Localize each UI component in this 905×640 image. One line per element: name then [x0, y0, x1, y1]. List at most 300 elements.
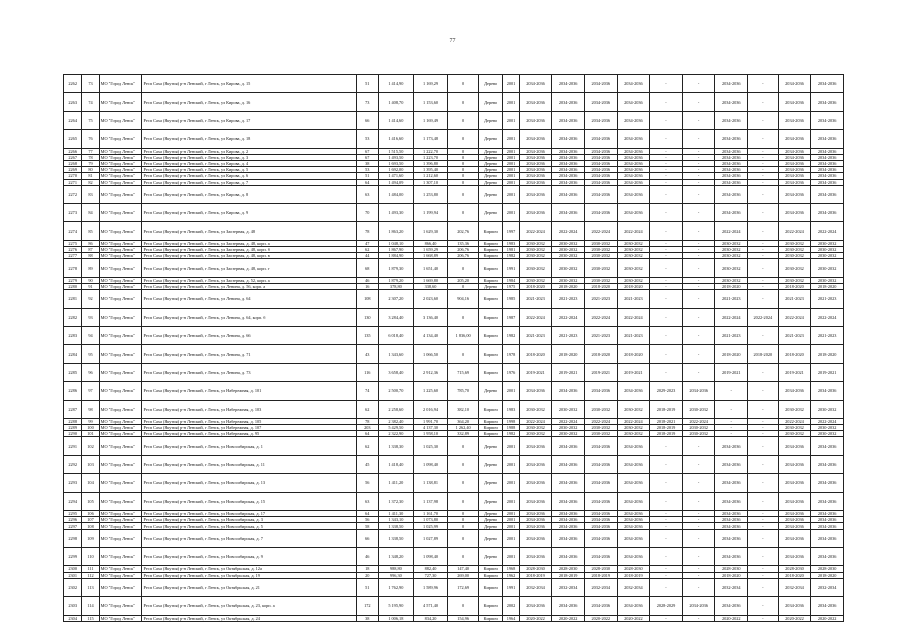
cell-period-water: 2034-2036 [682, 382, 715, 400]
cell-period-sewer: 2030-2032 [715, 277, 748, 283]
cell-apartments: 135 [356, 326, 378, 344]
cell-period-heating: 2034-2036 [617, 111, 650, 129]
cell-build-year: 1964 [503, 615, 519, 621]
cell-period-gas: 2034-2036 [778, 517, 811, 523]
cell-period-basement: 2032-2034 [811, 578, 844, 596]
cell-period-sewer: 2034-2036 [715, 597, 748, 615]
cell-build-year: 2001 [503, 185, 519, 203]
cell-period-facade: 2018-2020 [552, 345, 585, 363]
cell-address: Респ Саха (Якутия) р-н Ленский, г Ленск, ул Кирова, д. 16 [142, 93, 356, 111]
cell-build-year: 1991 [503, 578, 519, 596]
cell-period-water: - [682, 240, 715, 246]
cell-non-residential-area: 0 [448, 548, 479, 566]
cell-period-facade: 2021-2023 [552, 326, 585, 344]
table-row [64, 529, 844, 547]
cell-period-foundation: 2034-2036 [584, 437, 617, 455]
cell-address: Респ Саха (Якутия) р-н Ленский, г Ленск, ул Ленина, д. 64 [142, 290, 356, 308]
cell-period-sewer: 2018-2020 [715, 345, 748, 363]
cell-item-number: 113 [82, 578, 99, 596]
cell-period-sewer: 2032-2034 [715, 578, 748, 596]
cell-municipality: МО "Город Ленск" [99, 431, 142, 437]
cell-wall-material: Кирпич [478, 308, 502, 326]
cell-build-year: 2001 [503, 167, 519, 173]
cell-period-foundation: 2034-2036 [584, 130, 617, 148]
cell-period-facade: 2030-2032 [552, 425, 585, 431]
cell-period-heating: 2030-2032 [617, 247, 650, 253]
cell-period-roof: 2032-2034 [519, 578, 552, 596]
cell-row-number: 2277 [64, 253, 82, 259]
cell-build-year: 1982 [503, 431, 519, 437]
cell-build-year: 2001 [503, 173, 519, 179]
cell-address: Респ Саха (Якутия) р-н Ленский, г Ленск, ул Ленина, д. 64, корп. б [142, 308, 356, 326]
cell-non-residential-area: 1 836,00 [448, 326, 479, 344]
cell-period-basement: 2034-2036 [811, 111, 844, 129]
cell-total-area: 1 411,30 [379, 511, 414, 517]
cell-period-heating: 2021-2023 [617, 326, 650, 344]
cell-apartments: 20 [356, 572, 378, 578]
table-row [64, 437, 844, 455]
cell-period-heating: 2030-2032 [617, 277, 650, 283]
cell-period-facade: 2030-2032 [552, 400, 585, 418]
cell-period-water: - [682, 148, 715, 154]
cell-living-area: 1 629,30 [413, 222, 448, 240]
cell-period-gas: 2034-2036 [778, 548, 811, 566]
cell-period-electric: - [748, 431, 779, 437]
cell-period-gas: 2034-2036 [778, 492, 811, 510]
cell-period-water: 2030-2032 [682, 400, 715, 418]
cell-living-area: 1 169,29 [413, 75, 448, 93]
cell-period-water: - [682, 290, 715, 308]
cell-wall-material: Дерево [478, 185, 502, 203]
cell-address: Респ Саха (Якутия) р-н Ленский, г Ленск, ул Октябрьская, д. 19 [142, 572, 356, 578]
cell-apartments: 62 [356, 437, 378, 455]
cell-period-electric: - [748, 240, 779, 246]
cell-period-electric: - [748, 167, 779, 173]
cell-apartments: 51 [356, 75, 378, 93]
cell-period-basement: 2018-2020 [811, 345, 844, 363]
cell-period-electric: - [748, 529, 779, 547]
cell-address: Респ Саха (Якутия) р-н Ленский, г Ленск, ул Новосибирская, д. 3 [142, 517, 356, 523]
cell-municipality: МО "Город Ленск" [99, 290, 142, 308]
cell-period-facade: 2019-2021 [552, 363, 585, 381]
cell-period-basement: 2034-2036 [811, 179, 844, 185]
cell-period-facade: 2022-2024 [552, 418, 585, 424]
cell-row-number: 2262 [64, 75, 82, 93]
cell-period-gas: 2034-2036 [778, 179, 811, 185]
cell-item-number: 97 [82, 382, 99, 400]
cell-total-area: 5 195,90 [379, 597, 414, 615]
cell-municipality: МО "Город Ленск" [99, 75, 142, 93]
cell-municipality: МО "Город Ленск" [99, 160, 142, 166]
cell-non-residential-area: 202,76 [448, 222, 479, 240]
cell-period-heating: 2018-2020 [617, 284, 650, 290]
cell-period-water: - [682, 326, 715, 344]
cell-period-gas: 2034-2036 [778, 185, 811, 203]
cell-period-water: - [682, 204, 715, 222]
cell-living-area: 338,60 [413, 284, 448, 290]
cell-period-basement: 2034-2036 [811, 511, 844, 517]
cell-non-residential-area: 0 [448, 474, 479, 492]
table-row [64, 75, 844, 93]
table-row [64, 474, 844, 492]
cell-non-residential-area: 0 [448, 179, 479, 185]
cell-living-area: 1 027,89 [413, 529, 448, 547]
cell-non-residential-area: 785,70 [448, 382, 479, 400]
cell-period-water: - [682, 308, 715, 326]
cell-period-electric: - [748, 382, 779, 400]
cell-period-facade: 2034-2036 [552, 130, 585, 148]
cell-apartments: 38 [356, 160, 378, 166]
cell-address: Респ Саха (Якутия) р-н Ленский, г Ленск, ул Набережная, д. 95 [142, 431, 356, 437]
cell-row-number: 2299 [64, 548, 82, 566]
cell-living-area: 1 222,70 [413, 148, 448, 154]
cell-period-electric: 2018-2020 [748, 345, 779, 363]
cell-wall-material: Дерево [478, 130, 502, 148]
cell-item-number: 102 [82, 437, 99, 455]
cell-municipality: МО "Город Ленск" [99, 284, 142, 290]
cell-non-residential-area: 154,96 [448, 615, 479, 621]
cell-build-year: 2001 [503, 179, 519, 185]
cell-period-gas: 2022-2024 [778, 308, 811, 326]
cell-row-number: 2295 [64, 511, 82, 517]
cell-non-residential-area: 332,89 [448, 431, 479, 437]
cell-address: Респ Саха (Якутия) р-н Ленский, г Ленск, ул Кирова, д. 17 [142, 111, 356, 129]
cell-row-number: 2281 [64, 290, 82, 308]
cell-period-electric: - [748, 173, 779, 179]
cell-period-facade: 2032-2034 [552, 578, 585, 596]
cell-apartments: 56 [356, 517, 378, 523]
cell-period-electric: - [748, 492, 779, 510]
cell-period-elevator: - [650, 93, 683, 111]
cell-build-year: 2001 [503, 154, 519, 160]
cell-address: Респ Саха (Якутия) р-н Ленский, г Ленск, ул Новосибирская, д. 13 [142, 474, 356, 492]
cell-total-area: 1 879,20 [379, 277, 414, 283]
cell-period-gas: 2021-2023 [778, 290, 811, 308]
cell-period-water: - [682, 529, 715, 547]
cell-period-heating: 2034-2036 [617, 75, 650, 93]
cell-period-gas: 2034-2036 [778, 160, 811, 166]
cell-period-sewer: 2022-2024 [715, 222, 748, 240]
cell-row-number: 2287 [64, 400, 82, 418]
cell-apartments: 47 [356, 240, 378, 246]
cell-period-electric: - [748, 548, 779, 566]
cell-period-basement: 2034-2036 [811, 437, 844, 455]
cell-period-foundation: 2030-2032 [584, 277, 617, 283]
cell-period-heating: 2018-2020 [617, 345, 650, 363]
cell-row-number: 2285 [64, 363, 82, 381]
cell-total-area: 988,80 [379, 566, 414, 572]
cell-non-residential-area: 0 [448, 130, 479, 148]
cell-period-gas: 2022-2024 [778, 222, 811, 240]
cell-period-basement: 2030-2032 [811, 253, 844, 259]
cell-non-residential-area: 206,76 [448, 247, 479, 253]
cell-item-number: 81 [82, 173, 99, 179]
cell-living-area: 1 223,70 [413, 154, 448, 160]
cell-wall-material: Кирпич [478, 566, 502, 572]
cell-period-roof: 2018-2019 [519, 572, 552, 578]
cell-period-gas: 2030-2032 [778, 400, 811, 418]
cell-non-residential-area: 0 [448, 93, 479, 111]
cell-address: Респ Саха (Якутия) р-н Ленский, г Ленск, ул Кирова, д. 3 [142, 154, 356, 160]
table-row [64, 111, 844, 129]
cell-period-roof: 2022-2024 [519, 222, 552, 240]
cell-period-heating: 2034-2036 [617, 437, 650, 455]
cell-period-foundation: 2034-2036 [584, 474, 617, 492]
cell-build-year: 1991 [503, 259, 519, 277]
cell-period-roof: 2030-2032 [519, 240, 552, 246]
cell-period-electric: - [748, 418, 779, 424]
cell-period-foundation: 2021-2023 [584, 290, 617, 308]
cell-row-number: 2279 [64, 277, 82, 283]
cell-period-sewer: 2030-2032 [715, 259, 748, 277]
cell-non-residential-area: 0 [448, 492, 479, 510]
cell-total-area: 3 658,40 [379, 363, 414, 381]
cell-wall-material: Кирпич [478, 277, 502, 283]
cell-period-facade: 2034-2036 [552, 492, 585, 510]
cell-period-sewer: 2034-2036 [715, 154, 748, 160]
cell-item-number: 98 [82, 400, 99, 418]
cell-apartments: 38 [356, 615, 378, 621]
cell-apartments: 130 [356, 308, 378, 326]
cell-apartments: 51 [356, 578, 378, 596]
cell-living-area: 866,40 [413, 240, 448, 246]
cell-period-sewer: 2034-2036 [715, 455, 748, 473]
cell-living-area: 1 169,49 [413, 111, 448, 129]
cell-build-year: 2001 [503, 455, 519, 473]
cell-apartments: 66 [356, 111, 378, 129]
cell-item-number: 88 [82, 253, 99, 259]
cell-period-basement: 2022-2024 [811, 418, 844, 424]
cell-period-foundation: 2034-2036 [584, 523, 617, 529]
cell-municipality: МО "Город Ленск" [99, 253, 142, 259]
cell-apartments: 18 [356, 566, 378, 572]
cell-item-number: 96 [82, 363, 99, 381]
cell-address: Респ Саха (Якутия) р-н Ленский, г Ленск, ул Новосибирская, д. 11 [142, 455, 356, 473]
cell-period-gas: 2030-2032 [778, 253, 811, 259]
cell-period-roof: 2030-2032 [519, 277, 552, 283]
cell-address: Респ Саха (Якутия) р-н Ленский, г Ленск, ул Заозерная, д. 48, корп. в [142, 253, 356, 259]
cell-municipality: МО "Город Ленск" [99, 363, 142, 381]
cell-non-residential-area: 364,20 [448, 418, 479, 424]
cell-period-foundation: 2022-2024 [584, 418, 617, 424]
cell-municipality: МО "Город Ленск" [99, 523, 142, 529]
cell-period-water: - [682, 492, 715, 510]
cell-row-number: 2278 [64, 259, 82, 277]
cell-item-number: 95 [82, 345, 99, 363]
cell-period-gas: 2034-2036 [778, 154, 811, 160]
cell-period-basement: 2030-2032 [811, 247, 844, 253]
cell-total-area: 1 048,10 [379, 240, 414, 246]
cell-non-residential-area: 0 [448, 455, 479, 473]
cell-period-water: - [682, 523, 715, 529]
cell-period-heating: 2034-2036 [617, 204, 650, 222]
cell-build-year: 2001 [503, 548, 519, 566]
cell-period-sewer: 2030-2032 [715, 247, 748, 253]
cell-build-year: 2001 [503, 523, 519, 529]
cell-municipality: МО "Город Ленск" [99, 566, 142, 572]
cell-living-area: 1 589,96 [413, 578, 448, 596]
cell-period-roof: 2034-2036 [519, 523, 552, 529]
cell-period-sewer: 2021-2023 [715, 326, 748, 344]
cell-item-number: 104 [82, 474, 99, 492]
cell-total-area: 1 338,50 [379, 529, 414, 547]
cell-period-sewer: 2028-2030 [715, 566, 748, 572]
cell-wall-material: Кирпич [478, 247, 502, 253]
cell-wall-material: Дерево [478, 523, 502, 529]
cell-item-number: 108 [82, 523, 99, 529]
cell-period-basement: 2019-2021 [811, 363, 844, 381]
cell-build-year: 1984 [503, 277, 519, 283]
cell-period-basement: 2034-2036 [811, 597, 844, 615]
cell-period-elevator: - [650, 548, 683, 566]
cell-period-gas: 2034-2036 [778, 529, 811, 547]
cell-period-elevator: - [650, 290, 683, 308]
cell-period-elevator: - [650, 222, 683, 240]
cell-address: Респ Саха (Якутия) р-н Ленский, г Ленск, ул Новосибирская, д. 7 [142, 529, 356, 547]
cell-period-roof: 2034-2036 [519, 160, 552, 166]
cell-non-residential-area: 269,00 [448, 572, 479, 578]
cell-row-number: 2263 [64, 93, 82, 111]
cell-total-area: 1 484,00 [379, 185, 414, 203]
cell-period-heating: 2020-2022 [617, 615, 650, 621]
cell-address: Респ Саха (Якутия) р-н Ленский, г Ленск, ул Новосибирская, д. 5 [142, 523, 356, 529]
cell-living-area: 1 199,94 [413, 204, 448, 222]
cell-address: Респ Саха (Якутия) р-н Ленский, г Ленск, ул Ленина, д. 71 [142, 345, 356, 363]
cell-period-gas: 2030-2032 [778, 277, 811, 283]
cell-living-area: 1 651,40 [413, 259, 448, 277]
cell-period-elevator: - [650, 148, 683, 154]
cell-wall-material: Кирпич [478, 578, 502, 596]
cell-total-area: 1 348,20 [379, 548, 414, 566]
cell-period-sewer: 2034-2036 [715, 492, 748, 510]
cell-period-basement: 2034-2036 [811, 474, 844, 492]
cell-period-heating: 2034-2036 [617, 455, 650, 473]
cell-period-gas: 2030-2032 [778, 247, 811, 253]
cell-period-foundation: 2034-2036 [584, 185, 617, 203]
cell-period-heating: 2034-2036 [617, 148, 650, 154]
cell-total-area: 1 006,18 [379, 615, 414, 621]
cell-non-residential-area: 0 [448, 75, 479, 93]
cell-build-year: 1976 [503, 363, 519, 381]
table-row [64, 363, 844, 381]
cell-period-elevator: - [650, 474, 683, 492]
cell-period-heating: 2034-2036 [617, 154, 650, 160]
cell-living-area: 1 668,89 [413, 253, 448, 259]
cell-row-number: 2292 [64, 455, 82, 473]
cell-build-year: 2001 [503, 148, 519, 154]
cell-period-heating: 2034-2036 [617, 160, 650, 166]
cell-period-foundation: 2030-2032 [584, 240, 617, 246]
cell-period-heating: 2032-2034 [617, 578, 650, 596]
cell-period-basement: 2021-2023 [811, 326, 844, 344]
cell-period-roof: 2034-2036 [519, 93, 552, 111]
cell-wall-material: Дерево [478, 93, 502, 111]
cell-municipality: МО "Город Ленск" [99, 326, 142, 344]
cell-municipality: МО "Город Ленск" [99, 154, 142, 160]
cell-build-year: 1981 [503, 247, 519, 253]
cell-total-area: 1 867,90 [379, 247, 414, 253]
cell-period-sewer: - [715, 382, 748, 400]
cell-row-number: 2303 [64, 597, 82, 615]
cell-period-facade: 2022-2024 [552, 308, 585, 326]
cell-period-basement: 2020-2022 [811, 615, 844, 621]
cell-period-electric: - [748, 222, 779, 240]
cell-municipality: МО "Город Ленск" [99, 615, 142, 621]
cell-period-electric: - [748, 259, 779, 277]
cell-total-area: 1 343,10 [379, 517, 414, 523]
cell-period-heating: 2019-2021 [617, 363, 650, 381]
cell-build-year: 2001 [503, 511, 519, 517]
cell-period-facade: 2030-2032 [552, 277, 585, 283]
cell-apartments: 73 [356, 93, 378, 111]
cell-period-foundation: 2034-2036 [584, 93, 617, 111]
cell-period-roof: 2019-2021 [519, 363, 552, 381]
cell-build-year: 2001 [503, 93, 519, 111]
cell-period-heating: 2018-2019 [617, 572, 650, 578]
cell-item-number: 86 [82, 240, 99, 246]
cell-item-number: 87 [82, 247, 99, 253]
cell-period-heating: 2034-2036 [617, 529, 650, 547]
cell-period-foundation: 2034-2036 [584, 204, 617, 222]
cell-period-heating: 2030-2032 [617, 259, 650, 277]
cell-item-number: 93 [82, 308, 99, 326]
cell-build-year: 1985 [503, 290, 519, 308]
cell-non-residential-area: 206,76 [448, 253, 479, 259]
cell-municipality: МО "Город Ленск" [99, 578, 142, 596]
cell-non-residential-area: 0 [448, 148, 479, 154]
cell-item-number: 100 [82, 425, 99, 431]
cell-period-heating: 2030-2032 [617, 253, 650, 259]
cell-period-foundation: 2034-2036 [584, 160, 617, 166]
cell-period-gas: 2032-2034 [778, 578, 811, 596]
cell-address: Респ Саха (Якутия) р-н Ленский, г Ленск, ул Набережная, д. 101 [142, 382, 356, 400]
cell-period-sewer: 2018-2020 [715, 572, 748, 578]
cell-period-water: - [682, 548, 715, 566]
cell-address: Респ Саха (Якутия) р-н Ленский, г Ленск, ул Ленина, д. 73 [142, 363, 356, 381]
cell-item-number: 77 [82, 148, 99, 154]
table-row [64, 597, 844, 615]
cell-period-water: 2030-2032 [682, 431, 715, 437]
cell-period-electric: - [748, 253, 779, 259]
cell-period-foundation: 2034-2036 [584, 492, 617, 510]
table-row [64, 308, 844, 326]
cell-period-roof: 2022-2024 [519, 418, 552, 424]
cell-item-number: 114 [82, 597, 99, 615]
cell-municipality: МО "Город Ленск" [99, 111, 142, 129]
cell-period-facade: 2034-2036 [552, 455, 585, 473]
cell-period-roof: 2034-2036 [519, 111, 552, 129]
cell-apartments: 53 [356, 130, 378, 148]
cell-non-residential-area: 0 [448, 437, 479, 455]
cell-period-roof: 2030-2032 [519, 431, 552, 437]
cell-total-area: 2 307,20 [379, 290, 414, 308]
cell-period-basement: 2034-2036 [811, 185, 844, 203]
cell-row-number: 2298 [64, 529, 82, 547]
cell-period-basement: 2034-2036 [811, 523, 844, 529]
cell-row-number: 2300 [64, 566, 82, 572]
cell-living-area: 2 912,36 [413, 363, 448, 381]
cell-period-elevator: - [650, 185, 683, 203]
cell-period-roof: 2034-2036 [519, 154, 552, 160]
cell-apartments: 66 [356, 529, 378, 547]
cell-period-foundation: 2030-2032 [584, 431, 617, 437]
cell-period-electric: - [748, 148, 779, 154]
table-row [64, 382, 844, 400]
cell-wall-material: Дерево [478, 492, 502, 510]
cell-total-area: 1 879,30 [379, 259, 414, 277]
cell-period-facade: 2030-2032 [552, 253, 585, 259]
cell-municipality: МО "Город Ленск" [99, 597, 142, 615]
